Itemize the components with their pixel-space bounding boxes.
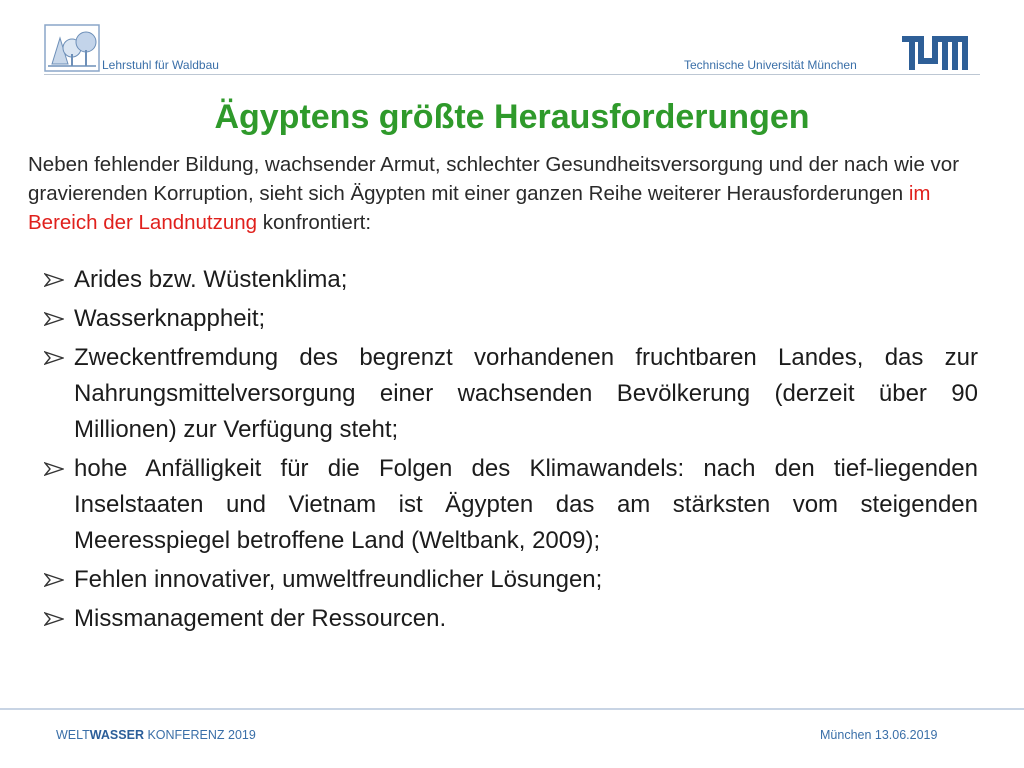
bullet-item xyxy=(42,262,978,298)
bullet-text: hohe Anfälligkeit für die Folgen des Klimawandels: nach den tief-liegenden Inselstaaten und Vietnam ist Ägypten das am stärksten vom steigenden Meeresspiegel betroffene Land (Weltbank, 2009); xyxy=(74,455,978,554)
bullet-text: Arides bzw. Wüstenklima; xyxy=(74,266,348,293)
bullet-item xyxy=(42,340,978,448)
intro-text: Neben fehlender Bildung, wachsender Armut, schlechter Gesundheitsversorgung und der nach wie vor gravierenden Korruption, sieht sich Ägypten mit einer ganzen Reihe weiterer Herausforderungen xyxy=(28,153,960,205)
conference-name-b: WASSER xyxy=(89,728,144,742)
institute-name: Lehrstuhl für Waldbau xyxy=(102,58,219,72)
bullet-item xyxy=(42,301,978,337)
bullet-item xyxy=(42,451,978,559)
bullet-text: Wasserknappheit; xyxy=(74,305,266,332)
chair-logo-icon xyxy=(44,24,100,72)
conference-name-c: KONFERENZ 2019 xyxy=(143,728,256,742)
arrow-bullet-icon xyxy=(44,351,64,365)
place-date: München 13.06.2019 xyxy=(820,728,938,742)
intro-highlight: im Bereich der Landnutzung xyxy=(28,182,931,234)
bullet-item xyxy=(42,562,978,598)
tum-logo-icon xyxy=(902,36,970,70)
header-divider xyxy=(44,74,980,75)
conference-name xyxy=(56,728,256,742)
bullet-item xyxy=(42,601,978,637)
arrow-bullet-icon xyxy=(44,462,64,476)
intro-text-end: konfrontiert: xyxy=(257,211,372,234)
arrow-bullet-icon xyxy=(44,573,64,587)
university-name: Technische Universität München xyxy=(684,58,857,72)
slide-title: Ägyptens größte Herausforderungen xyxy=(214,98,810,136)
bullet-text: Missmanagement der Ressourcen. xyxy=(74,605,447,632)
bullet-text: Zweckentfremdung des begrenzt vorhandenen fruchtbaren Landes, das zur Nahrungsmittelversorgung einer wachsenden Bevölkerung (derzeit über 90 Millionen) zur Verfügung steht; xyxy=(74,344,978,443)
arrow-bullet-icon xyxy=(44,312,64,326)
conference-name-a: WELT xyxy=(56,728,90,742)
bullet-text: Fehlen innovativer, umweltfreundlicher Lösungen; xyxy=(74,566,603,593)
intro-paragraph xyxy=(28,150,988,237)
arrow-bullet-icon xyxy=(44,273,64,287)
bullet-list xyxy=(42,262,978,640)
arrow-bullet-icon xyxy=(44,612,64,626)
footer-divider xyxy=(0,708,1024,710)
